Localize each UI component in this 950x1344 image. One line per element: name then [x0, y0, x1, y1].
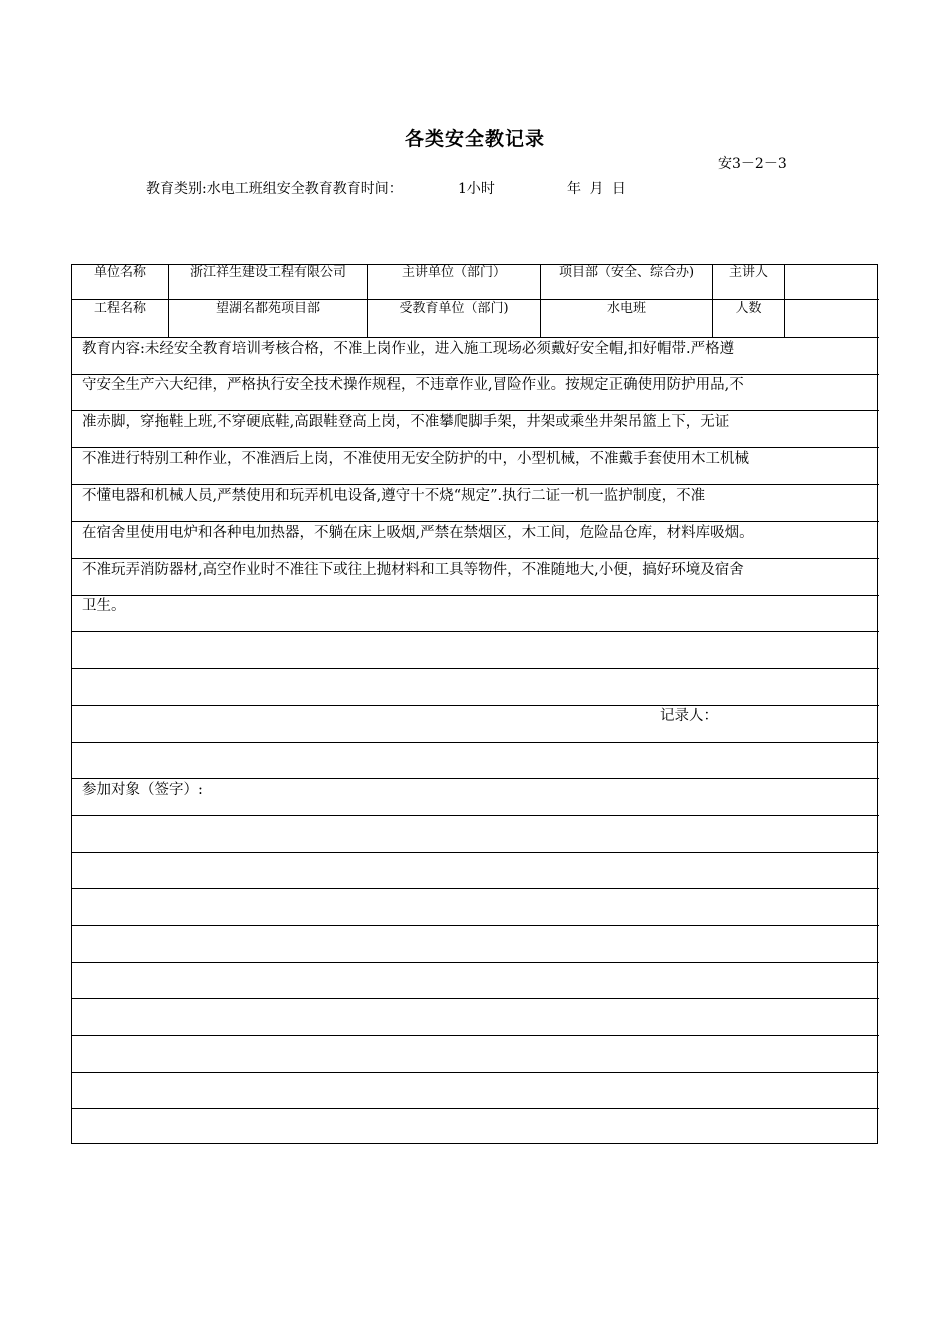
table-rule	[71, 1072, 879, 1073]
table-rule	[71, 888, 879, 889]
content-line: 不懂电器和机械人员,严禁使用和玩弄机电设备,遵守十不烧“规定”.执行二证一机一监护制度，不准	[82, 488, 706, 504]
education-duration: 1小时	[458, 181, 495, 197]
table-rule	[71, 337, 879, 338]
content-line: 守安全生产六大纪律，严格执行安全技术操作规程，不违章作业,冒险作业。按规定正确使用防护用品,不	[82, 377, 744, 393]
trainee-unit-value: 水电班	[606, 301, 646, 316]
education-date: 年 月 日	[567, 181, 626, 197]
table-rule	[71, 447, 879, 448]
table-rule	[71, 484, 879, 485]
table-rule	[71, 1035, 879, 1036]
record-table	[71, 264, 878, 1144]
table-rule	[71, 705, 879, 706]
table-rule	[71, 962, 879, 963]
unit-name-value: 浙江祥生建设工程有限公司	[189, 265, 346, 280]
table-rule	[71, 778, 879, 779]
recorder-label: 记录人：	[660, 708, 718, 724]
table-rule	[71, 558, 879, 559]
form-code: 安3－2－3	[718, 156, 787, 172]
content-line: 准赤脚，穿拖鞋上班,不穿硬底鞋,高跟鞋登高上岗，不准攀爬脚手架，井架或乘坐井架吊篮上下，无证	[82, 414, 730, 430]
lecturer-unit-label: 主讲单位（部门）	[401, 265, 506, 280]
table-rule	[71, 925, 879, 926]
lecturer-label: 主讲人	[728, 265, 768, 280]
content-line: 不准进行特别工种作业，不准酒后上岗，不准使用无安全防护的中，小型机械，不准戴手套使用木工机械	[82, 451, 749, 467]
table-rule	[71, 299, 879, 300]
table-rule	[71, 742, 879, 743]
table-rule	[71, 631, 879, 632]
unit-name-label: 单位名称	[93, 265, 146, 280]
project-name-value: 望湖名都苑项目部	[215, 301, 320, 316]
table-rule	[71, 521, 879, 522]
headcount-label: 人数	[735, 301, 762, 316]
table-rule	[71, 998, 879, 999]
table-rule	[71, 374, 879, 375]
table-rule	[71, 410, 879, 411]
lecturer-unit-value: 项目部（安全、综合办)	[558, 265, 695, 280]
trainee-unit-label: 受教育单位（部门)	[399, 301, 509, 316]
content-line: 在宿舍里使用电炉和各种电加热器，不躺在床上吸烟,严禁在禁烟区，木工间，危险品仓库，材料库吸烟。	[82, 525, 754, 541]
table-rule	[71, 595, 879, 596]
column-rule	[784, 264, 785, 337]
table-rule	[71, 852, 879, 853]
content-line: 教育内容:未经安全教育培训考核合格，不准上岗作业，进入施工现场必须戴好安全帽,扣好帽带.严格遵	[82, 341, 735, 357]
education-category: 教育类别:水电工班组安全教育教育时间：	[146, 181, 403, 197]
table-rule	[71, 1108, 879, 1109]
page-title: 各类安全教记录	[404, 128, 545, 150]
table-rule	[71, 815, 879, 816]
project-name-label: 工程名称	[93, 301, 146, 316]
table-rule	[71, 668, 879, 669]
content-line: 卫生。	[82, 598, 126, 614]
participants-label: 参加对象（签字）:	[82, 782, 203, 798]
content-line: 不准玩弄消防器材,高空作业时不准往下或往上抛材料和工具等物件，不准随地大,小便，搞好环境及宿舍	[82, 562, 744, 578]
